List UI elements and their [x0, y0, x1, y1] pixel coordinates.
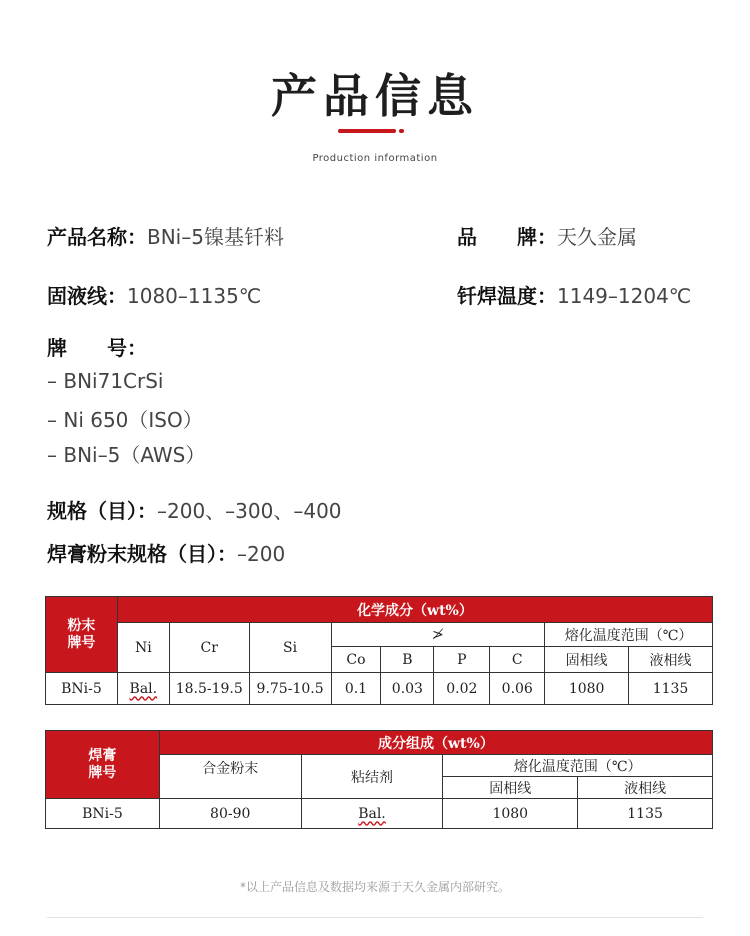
cell-b: 0.03	[381, 673, 434, 705]
powder-grade-header: 粉末 牌号	[46, 597, 118, 673]
paste-cell-binder-text: Bal.	[358, 805, 386, 822]
title-accent-dot	[399, 129, 404, 133]
paste-col-header-solidus: 固相线	[443, 777, 578, 799]
paste-mesh-label: 焊膏粉末规格（目）：	[47, 542, 237, 566]
paste-cell-liquidus: 1135	[578, 799, 713, 829]
col-header-solidus: 固相线	[545, 647, 629, 673]
product-name-field	[47, 221, 284, 250]
grade-label: 牌 号：	[47, 336, 147, 360]
col-header-b: B	[381, 647, 434, 673]
cell-si: 9.75-10.5	[249, 673, 331, 705]
paste-grade-header: 焊膏 牌号	[46, 731, 160, 799]
page-subtitle: Production information	[312, 153, 438, 164]
bottom-divider	[47, 917, 703, 918]
paste-mesh-value: –200	[237, 542, 286, 566]
cell-solidus: 1080	[545, 673, 629, 705]
product-name-label: 产品名称：	[47, 225, 147, 249]
brand-label: 品 牌：	[457, 225, 557, 249]
max-header: ≯	[331, 623, 545, 647]
brazing-temp-label: 钎焊温度：	[457, 284, 557, 308]
paste-cell-alloy: 80-90	[159, 799, 301, 829]
cell-liquidus: 1135	[629, 673, 713, 705]
grade-field	[47, 332, 147, 361]
cell-ni	[117, 673, 169, 705]
col-header-ni: Ni	[117, 623, 169, 673]
melt-range-header: 熔化温度范围（℃）	[545, 623, 713, 647]
table-row	[46, 799, 713, 829]
brazing-temp-field	[457, 280, 691, 309]
col-header-cr: Cr	[169, 623, 249, 673]
col-header-si: Si	[249, 623, 331, 673]
mesh-field	[47, 495, 342, 524]
grade-item: – BNi71CrSi	[47, 369, 164, 393]
footnote: *以上产品信息及数据均来源于天久金属内部研究。	[239, 880, 510, 894]
paste-melt-range-header: 熔化温度范围（℃）	[443, 755, 713, 777]
liquidus-value: 1080–1135℃	[127, 284, 262, 308]
cell-p: 0.02	[434, 673, 490, 705]
mesh-label: 规格（目）：	[47, 499, 157, 523]
paste-cell-grade: BNi-5	[46, 799, 160, 829]
composition-header: 化学成分（wt%）	[117, 597, 712, 623]
grade-item: – BNi–5（AWS）	[47, 443, 206, 467]
paste-composition-header: 成分组成（wt%）	[159, 731, 712, 755]
paste-cell-binder	[301, 799, 443, 829]
mesh-value: –200、–300、–400	[157, 499, 342, 523]
composition-table	[45, 596, 713, 705]
cell-grade: BNi-5	[46, 673, 118, 705]
brand-field	[457, 221, 637, 250]
product-name-value: BNi–5镍基钎料	[147, 225, 284, 249]
cell-ni-text: Bal.	[129, 680, 158, 697]
paste-col-header-liquidus: 液相线	[578, 777, 713, 799]
paste-mesh-field	[47, 538, 285, 567]
col-header-liquidus: 液相线	[629, 647, 713, 673]
grade-item: – Ni 650（ISO）	[47, 408, 203, 432]
liquidus-label: 固液线：	[47, 284, 127, 308]
cell-c: 0.06	[490, 673, 545, 705]
cell-co: 0.1	[331, 673, 381, 705]
col-header-binder: 粘结剂	[301, 755, 443, 799]
col-header-co: Co	[331, 647, 381, 673]
page-title: 产品信息	[271, 69, 479, 123]
brazing-temp-value: 1149–1204℃	[557, 284, 692, 308]
liquidus-field	[47, 280, 261, 309]
title-accent-bar	[338, 129, 396, 133]
col-header-alloy-powder: 合金粉末	[159, 755, 301, 799]
brand-value: 天久金属	[557, 225, 637, 249]
paste-composition-table	[45, 730, 713, 829]
col-header-p: P	[434, 647, 490, 673]
table-row	[46, 673, 713, 705]
paste-cell-solidus: 1080	[443, 799, 578, 829]
cell-cr: 18.5-19.5	[169, 673, 249, 705]
col-header-c: C	[490, 647, 545, 673]
